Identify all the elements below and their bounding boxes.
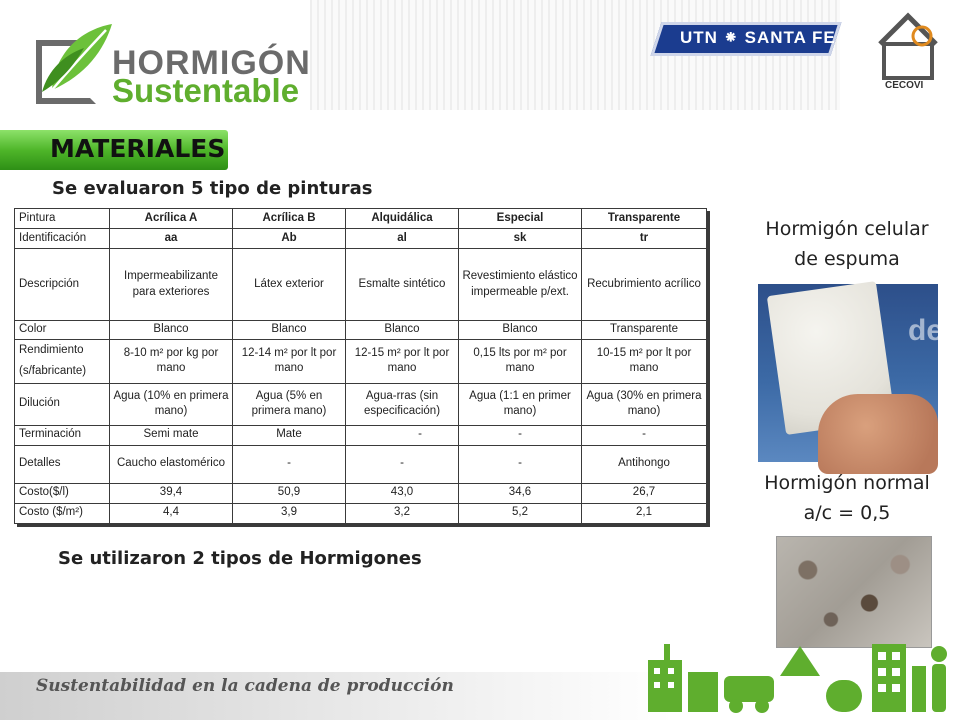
row-label: Identificación [15, 229, 110, 249]
table-cell: Recubrimiento acrílico [582, 249, 707, 321]
table-cell: Agua (30% en primera mano) [582, 383, 707, 425]
subtitle-paints: Se evaluaron 5 tipo de pinturas [52, 178, 373, 199]
table-header-cell: Especial [459, 209, 582, 229]
table-cell: 3,9 [233, 503, 346, 523]
table-cell: Blanco [459, 321, 582, 340]
row-label: Costo ($/m²) [15, 503, 110, 523]
section-title: MATERIALES [50, 134, 226, 163]
row-label: Descripción [15, 249, 110, 321]
table-header-cell: Acrílica B [233, 209, 346, 229]
row-label [15, 339, 110, 383]
table-cell: 50,9 [233, 483, 346, 503]
cellular-concrete-title [742, 214, 952, 274]
table-cell: 5,2 [459, 503, 582, 523]
cellular-title-line1: Hormigón celular [765, 218, 929, 240]
row-label-line2: (s/fabricante) [19, 365, 87, 378]
table-row [15, 383, 707, 425]
table-cell: Caucho elastomérico [110, 445, 233, 483]
table-header-cell: Pintura [15, 209, 110, 229]
table-cell: Agua (10% en primera mano) [110, 383, 233, 425]
table-cell: 34,6 [459, 483, 582, 503]
table-cell: Blanco [110, 321, 233, 340]
table-cell: - [459, 445, 582, 483]
table-row [15, 339, 707, 383]
table-cell: Antihongo [582, 445, 707, 483]
table-cell: Ab [233, 229, 346, 249]
table-header-row [15, 209, 707, 229]
row-label: Color [15, 321, 110, 340]
table-cell: Blanco [346, 321, 459, 340]
utn-badge-text: UTN ⁕ SANTA FE [680, 28, 836, 47]
table-cell: al [346, 229, 459, 249]
row-label: Dilución [15, 383, 110, 425]
row-label: Costo($/l) [15, 483, 110, 503]
construction-icons [640, 636, 960, 716]
table-cell: - [582, 425, 707, 445]
table-row [15, 483, 707, 503]
table-row [15, 229, 707, 249]
table-cell: Agua (1:1 en primer mano) [459, 383, 582, 425]
cecovi-label: CECOVI [885, 80, 924, 91]
table-cell: Impermeabilizante para exteriores [110, 249, 233, 321]
table-row [15, 249, 707, 321]
row-label: Terminación [15, 425, 110, 445]
table-row [15, 503, 707, 523]
table-cell: 8-10 m² por kg por mano [110, 339, 233, 383]
table-cell: Mate [233, 425, 346, 445]
header [0, 0, 960, 120]
table-cell: - [459, 425, 582, 445]
normal-concrete-photo [776, 536, 932, 648]
table-cell: - [346, 425, 459, 445]
logo-word-hormigon: HORMIGÓN [112, 44, 311, 82]
table-cell: Agua (5% en primera mano) [233, 383, 346, 425]
table-row [15, 445, 707, 483]
photo-background-letters: de [908, 314, 944, 347]
table-cell: Agua-rras (sin especificación) [346, 383, 459, 425]
row-label-line1: Rendimiento [19, 343, 84, 356]
table-cell: 4,4 [110, 503, 233, 523]
hand [818, 394, 938, 474]
table-cell: aa [110, 229, 233, 249]
table-cell: Látex exterior [233, 249, 346, 321]
cellular-title-line2: de espuma [794, 248, 900, 270]
table-cell: 26,7 [582, 483, 707, 503]
leaf-logo-icon [34, 20, 114, 100]
logo-word-sustentable: Sustentable [112, 72, 300, 109]
table-header-cell: Alquidálica [346, 209, 459, 229]
paint-table [14, 208, 707, 524]
table-cell: Esmalte sintético [346, 249, 459, 321]
table-cell: 0,15 lts por m² por mano [459, 339, 582, 383]
table-cell: 12-15 m² por lt por mano [346, 339, 459, 383]
table-cell: 43,0 [346, 483, 459, 503]
table-cell: 3,2 [346, 503, 459, 523]
table-header-cell: Transparente [582, 209, 707, 229]
table-cell: sk [459, 229, 582, 249]
table-cell: Semi mate [110, 425, 233, 445]
row-label: Detalles [15, 445, 110, 483]
table-cell: tr [582, 229, 707, 249]
table-cell: Blanco [233, 321, 346, 340]
table-cell: - [346, 445, 459, 483]
table-cell: - [233, 445, 346, 483]
normal-concrete-title [742, 468, 952, 528]
table-cell: 10-15 m² por lt por mano [582, 339, 707, 383]
table-row [15, 425, 707, 445]
table-cell: Transparente [582, 321, 707, 340]
table-cell: 12-14 m² por lt por mano [233, 339, 346, 383]
cellular-concrete-photo [758, 284, 944, 462]
subtitle-concretes: Se utilizaron 2 tipos de Hormigones [58, 548, 422, 569]
normal-title-line1: Hormigón normal [764, 472, 930, 494]
normal-title-line2: a/c = 0,5 [803, 502, 891, 524]
table-cell: Revestimiento elástico impermeable p/ext. [459, 249, 582, 321]
table-row [15, 321, 707, 340]
footer-tagline: Sustentabilidad en la cadena de producción [36, 676, 454, 696]
table-header-cell: Acrílica A [110, 209, 233, 229]
table-cell: 39,4 [110, 483, 233, 503]
table-cell: 2,1 [582, 503, 707, 523]
